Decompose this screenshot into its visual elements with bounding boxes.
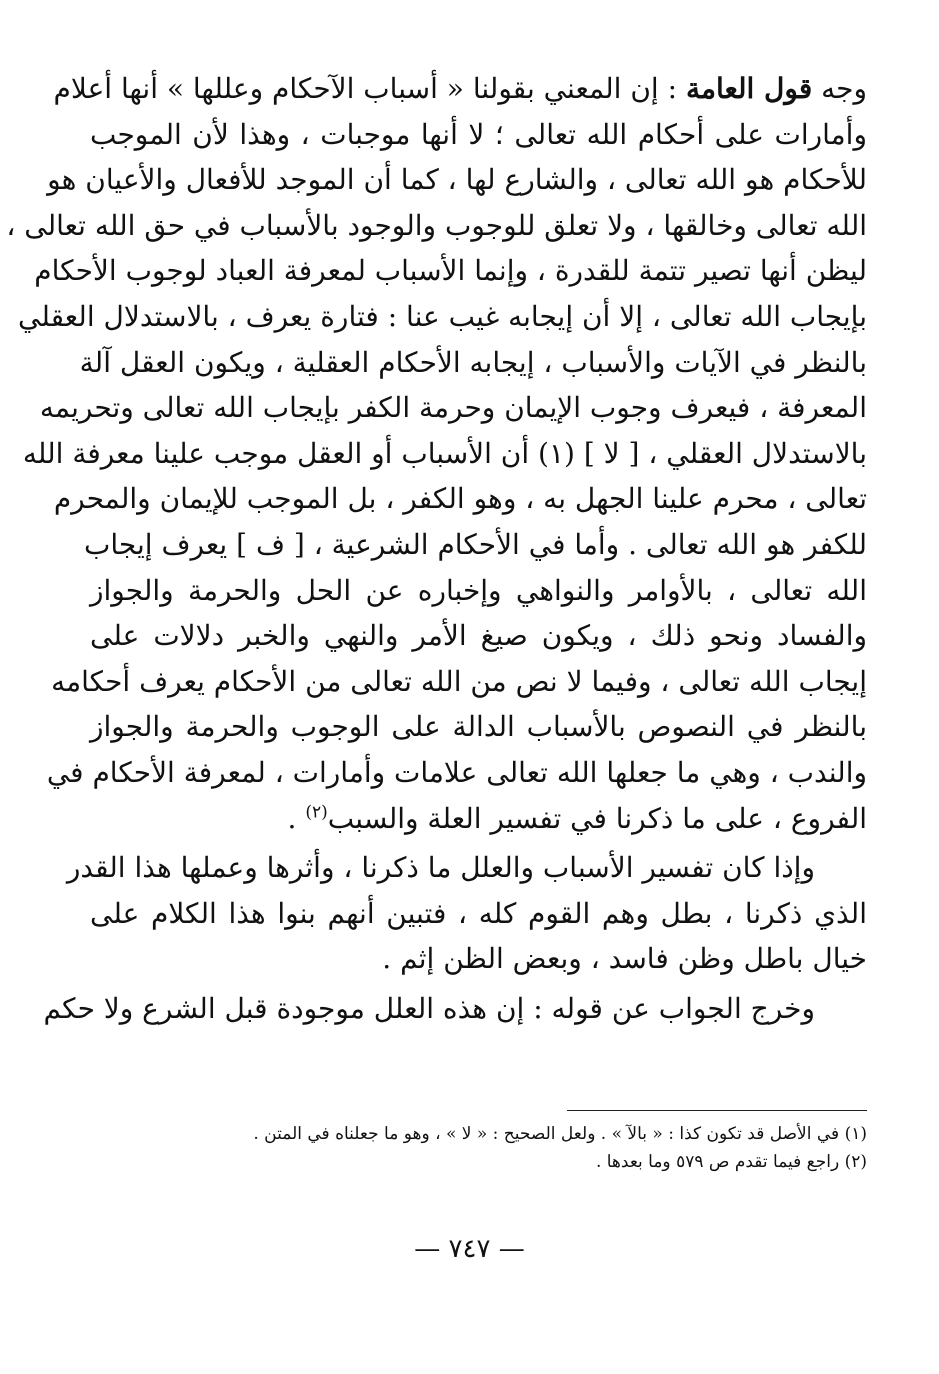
text-line xyxy=(90,796,867,842)
text-line: الله تعالى وخالقها ، ولا تعلق للوجوب والوجود بالأسباب في حق الله تعالى ، xyxy=(6,208,867,242)
text-line-start: وجه xyxy=(812,72,867,105)
main-text xyxy=(6,66,867,1031)
text-line: للأحكام هو الله تعالى ، والشارع لها ، كما أن الموجد للأفعال والأعيان هو xyxy=(47,163,867,197)
footnote-separator xyxy=(567,1110,867,1111)
text-line: وخرج الجواب عن قوله : إن هذه العلل موجودة قبل الشرع ولا حكم xyxy=(43,991,815,1025)
text-line: خيال باطل وظن فاسد ، وبعض الظن إثم . xyxy=(382,942,867,976)
text-line: الذي ذكرنا ، بطل وهم القوم كله ، فتبين أنهم بنوا هذا الكلام على xyxy=(90,896,867,930)
page-number: — ٧٤٧ — xyxy=(414,1234,525,1264)
footnote-marker: (٢) xyxy=(305,802,328,823)
text-line-end: . xyxy=(287,801,306,835)
text-line: للكفر هو الله تعالى . وأما في الأحكام الشرعية ، [ ف ] يعرف إيجاب xyxy=(84,527,867,561)
text-line: والندب ، وهي ما جعلها الله تعالى علامات وأمارات ، لمعرفة الأحكام في xyxy=(46,755,867,789)
text-line: بالنظر في النصوص بالأسباب الدالة على الوجوب والحرمة والجواز xyxy=(90,710,867,744)
text-line: إيجاب الله تعالى ، وفيما لا نص من الله تعالى من الأحكام يعرف أحكامه xyxy=(51,664,867,698)
text-line: وأمارات على أحكام الله تعالى ؛ لا أنها موجبات ، وهذا لأن الموجب xyxy=(90,117,867,151)
text-line: الله تعالى ، بالأوامر والنواهي وإخباره عن الحل والحرمة والجواز xyxy=(90,573,867,607)
text-line: بالاستدلال العقلي ، [ لا ] (١) أن الأسباب أو العقل موجب علينا معرفة الله xyxy=(22,436,867,470)
text-line: ليظن أنها تصير تتمة للقدرة ، وإنما الأسباب لمعرفة العباد لوجوب الأحكام xyxy=(34,254,867,288)
footnote-1: (١) في الأصل قد تكون كذا : « بالآ » . ولعل الصحيح : « لا » ، وهو ما جعلناه في المتن . xyxy=(253,1124,867,1144)
text-line: وإذا كان تفسير الأسباب والعلل ما ذكرنا ، وأثرها وعملها هذا القدر xyxy=(66,851,815,885)
text-line-rest: : إن المعني بقولنا « أسباب الآحكام وعللها » أنها أعلام xyxy=(53,72,686,105)
text-line: المعرفة ، فيعرف وجوب الإيمان وحرمة الكفر بإيجاب الله تعالى وتحريمه xyxy=(39,391,867,425)
footnotes xyxy=(90,1120,867,1176)
text-line: بالنظر في الآيات والأسباب ، إيجابه الأحكام العقلية ، ويكون العقل آلة xyxy=(79,345,867,379)
text-line: تعالى ، محرم علينا الجهل به ، وهو الكفر ، بل الموجب للإيمان والمحرم xyxy=(53,482,867,516)
text-line-content: الفروع ، على ما ذكرنا في تفسير العلة والسبب xyxy=(327,801,867,835)
text-line: بإيجاب الله تعالى ، إلا أن إيجابه غيب عنا : فتارة يعرف ، بالاستدلال العقلي xyxy=(18,299,867,333)
bold-heading-phrase: قول العامة xyxy=(685,72,813,105)
text-line: والفساد ونحو ذلك ، ويكون صيغ الأمر والنهي والخبر دلالات على xyxy=(90,619,867,653)
text-line xyxy=(53,66,867,112)
footnote-2: (٢) راجع فيما تقدم ص ٥٧٩ وما بعدها . xyxy=(595,1152,867,1172)
